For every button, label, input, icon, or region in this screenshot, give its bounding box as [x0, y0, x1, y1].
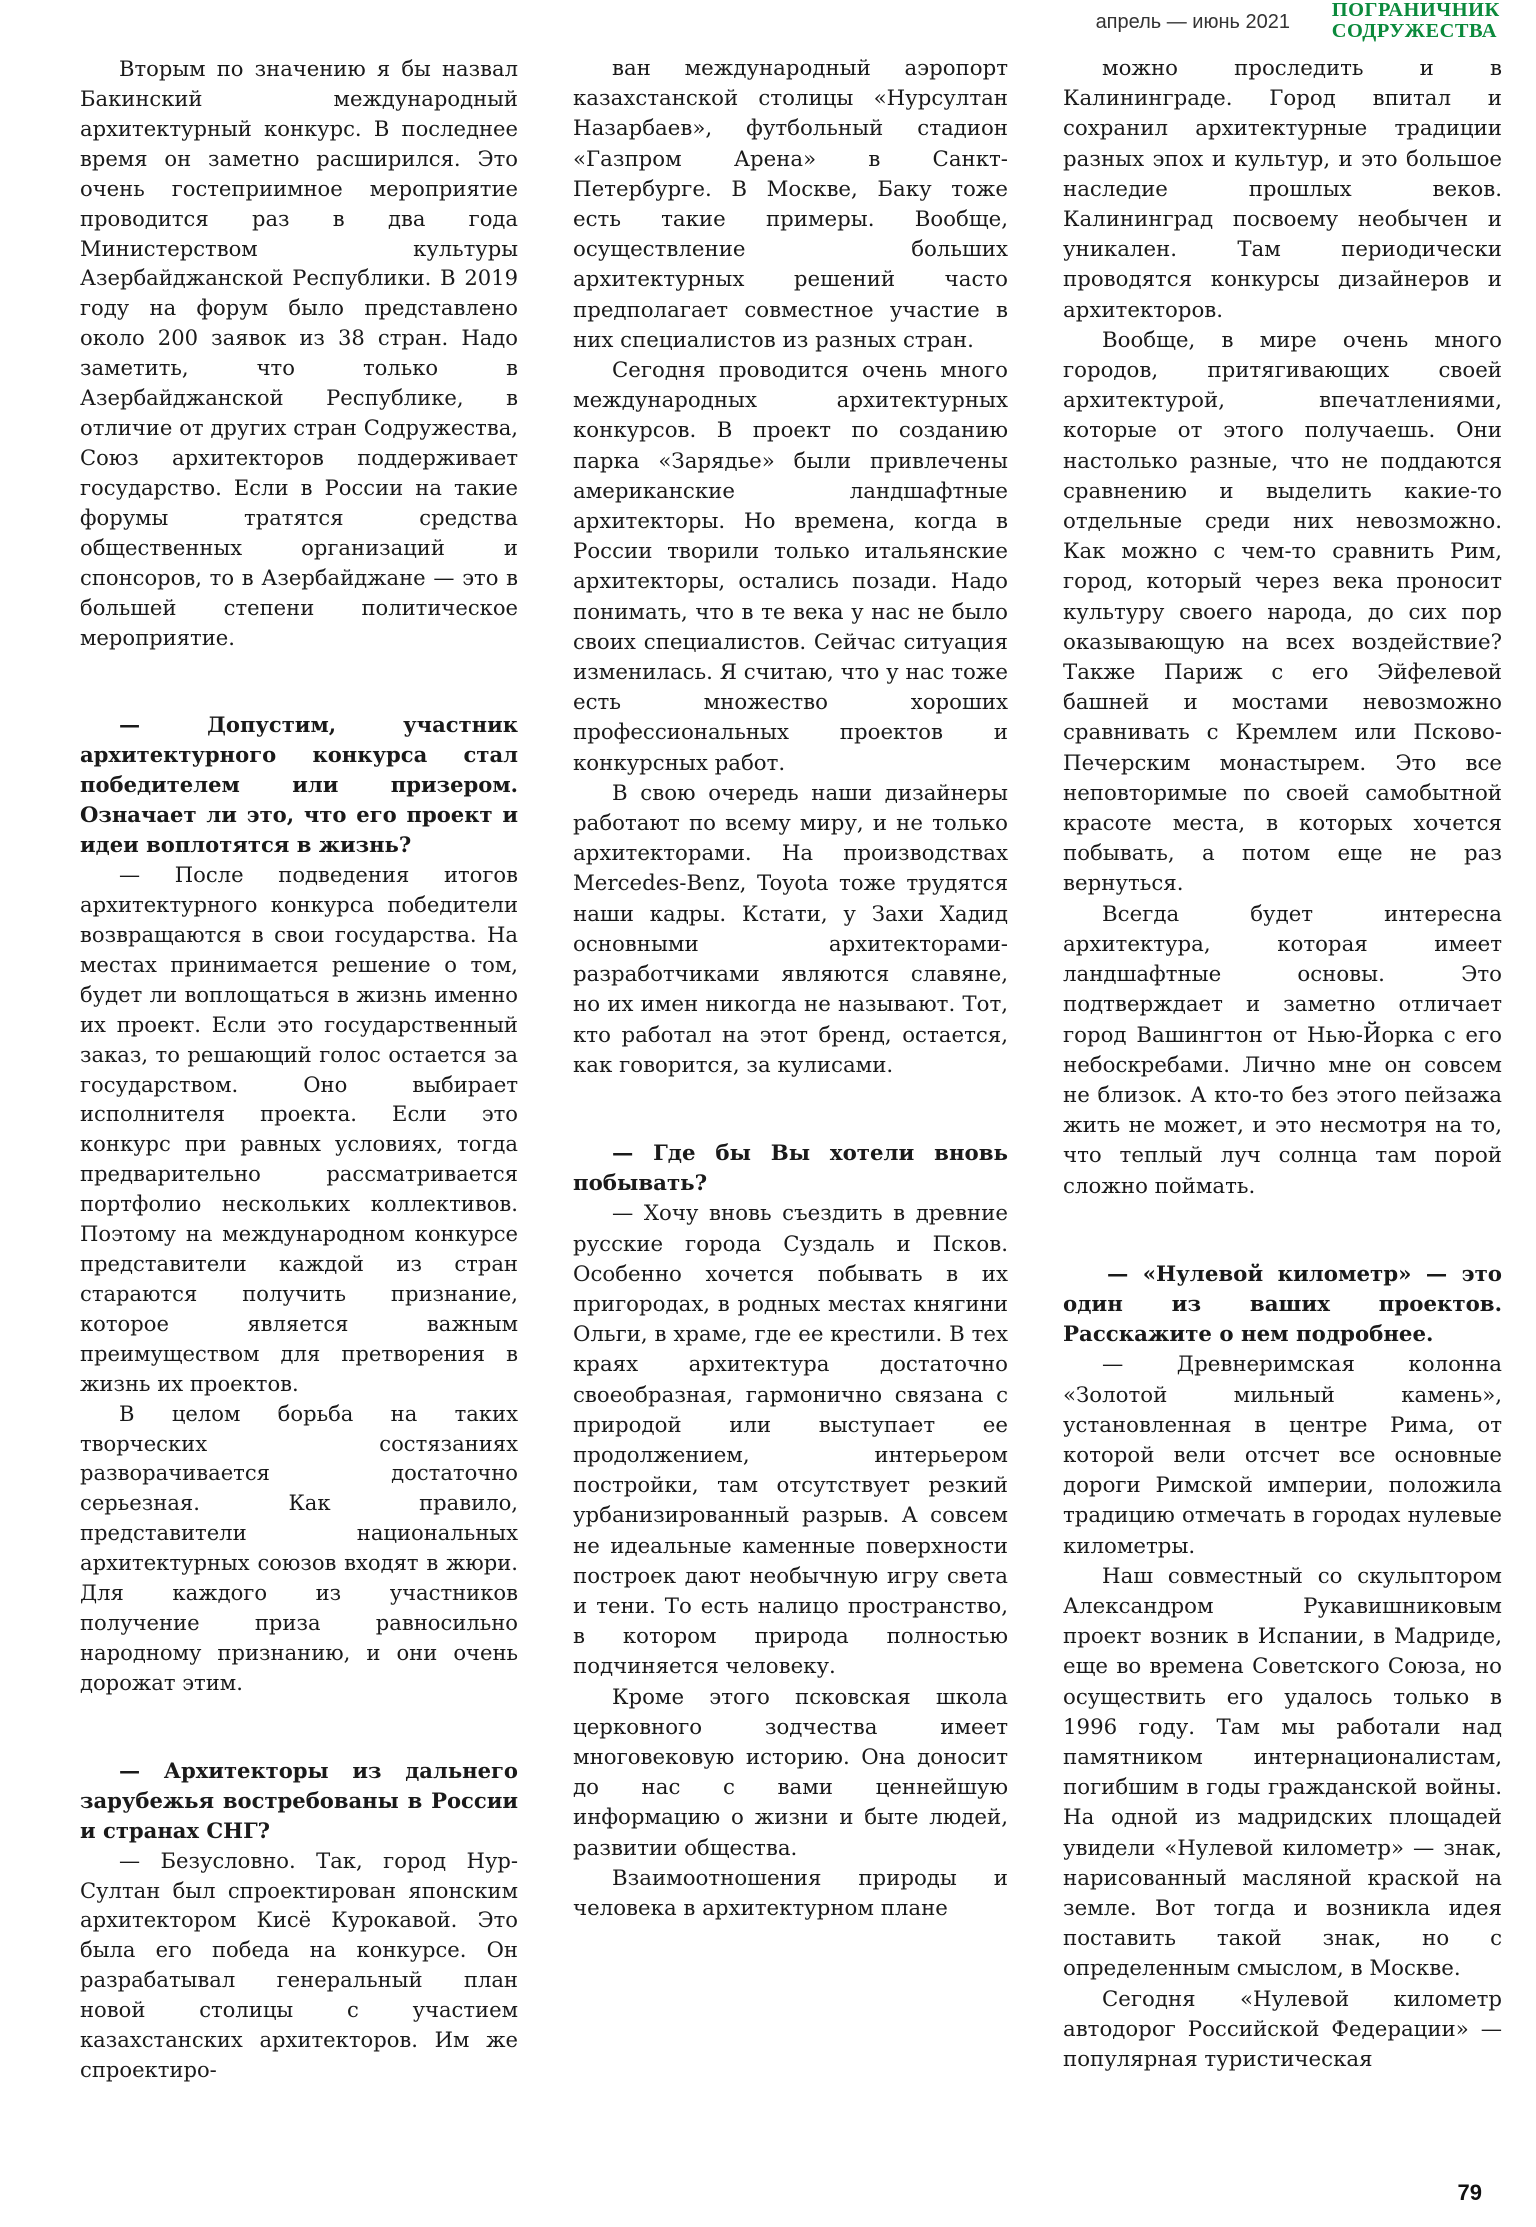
- page-number: 79: [1457, 2180, 1482, 2205]
- issue-date: апрель — июнь 2021: [1095, 11, 1290, 33]
- paragraph: — Древнеримская колонна «Золотой мильный камень», установленная в центре Рима, от которой вели отсчет все основные дороги Римской империи, положила традицию отмечать в городах нулевые километры.: [1063, 1352, 1502, 1559]
- paragraph: ван международный аэропорт казахстанской столицы «Нурсултан Назарбаев», футбольный стадион «Газпром Арена» в Санкт-Петербурге. В Москве, Баку тоже есть такие примеры. Вообще, осуществление больших архитектурных решений часто предполагает совместное участие в них специалистов из разных стран.: [573, 56, 1008, 353]
- interview-question: — Архитекторы из дальнего зарубежья востребованы в России и странах СНГ?: [80, 1757, 518, 1843]
- paragraph: Сегодня «Нулевой километр автодорог Российской Федерации» — популярная туристическая: [1063, 1986, 1502, 2072]
- magazine-title-line2: СОДРУЖЕСТВА: [1331, 20, 1498, 42]
- interview-question: — Где бы Вы хотели вновь побывать?: [573, 1140, 1008, 1197]
- interview-question: — «Нулевой километр» — это один из ваших проектов. Расскажите о нем подробнее.: [1063, 1261, 1502, 1348]
- column-1: [80, 54, 518, 2085]
- paragraph: — Безусловно. Так, город Нур-Султан был спроектирован японским архитектором Кисё Курокавой. Это была его победа на конкурсе. Он разрабатывал генеральный план новой столицы с участием казахстанских архитекторов. Им же спроектиро-: [80, 1847, 518, 2083]
- paragraph: Наш совместный со скульптором Александром Рукавишниковым проект возник в Испании, в Мадриде, еще во времена Советского Союза, но осуществить его удалось только в 1996 году. Там мы работали над памятником интернационалистам, погибшим в годы гражданской войны. На одной из мадридских площадей увидели «Нулевой километр» — знак, нарисованный масляной краской на земле. Вот тогда и возникла идея поставить такой знак, но с определенным смыслом, в Москве.: [1063, 1563, 1502, 1982]
- column-2: [573, 54, 1008, 1924]
- paragraph: В целом борьба на таких творческих состязаниях разворачивается достаточно серьезная. Как правило, представители национальных архитектурных союзов входят в жюри. Для каждого из участников получение приза равносильно народному признанию, и они очень дорожат этим.: [80, 1400, 518, 1695]
- article-body: [0, 54, 1536, 2124]
- magazine-title-line1: ПОГРАНИЧНИК: [1331, 0, 1500, 21]
- paragraph: Вообще, в мире очень много городов, притягивающих своей архитектурой, впечатлениями, которые от этого получаешь. Они настолько разные, что не поддаются сравнению и выделить какие-то отдельные среди них невозможно. Как можно с чем-то сравнить Рим, город, который через века проносит культуру своего народа, до сих пор оказывающую на всех воздействие? Также Париж с его Эйфелевой башней и мостами невозможно сравнивать с Кремлем или Псково-Печерским монастырем. Это все неповторимые по своей самобытной красоте места, в которых хочется побывать, а потом еще не раз вернуться.: [1063, 327, 1502, 897]
- paragraph: Вторым по значению я бы назвал Бакинский международный архитектурный конкурс. В последнее время он заметно расширился. Это очень гостеприимное мероприятие проводится раз в два года Министерством культуры Азербайджанской Республики. В 2019 году на форум было представлено около 200 заявок из 38 стран. Надо заметить, что только в Азербайджанской Республике, в отличие от других стран Содружества, Союз архитекторов поддерживает государство. Если в России на такие форумы тратятся средства общественных организаций и спонсоров, то в Азербайджане — это в большей степени политическое мероприятие.: [80, 56, 518, 650]
- paragraph: Всегда будет интересна архитектура, которая имеет ландшафтные основы. Это подтверждает и заметно отличает город Вашингтон от Нью-Йорка с его небоскребами. Лично мне он совсем не близок. А кто-то без этого пейзажа жить не может, и это несмотря на то, что теплый луч солнца там порой сложно поймать.: [1063, 901, 1502, 1199]
- page-header: [0, 0, 1536, 46]
- paragraph: — Хочу вновь съездить в древние русские города Суздаль и Псков. Особенно хочется побывать в их пригородах, в родных местах княгини Ольги, в храме, где ее крестили. В тех краях архитектура достаточно своеобразная, гармонично связана с природой или выступает ее продолжением, интерьером постройки, там отсутствует резкий урбанизированный разрыв. А совсем не идеальные каменные поверхности построек дают необычную игру света и тени. То есть налицо пространство, в котором природа полностью подчиняется человеку.: [573, 1201, 1008, 1680]
- paragraph: Взаимоотношения природы и человека в архитектурном плане: [573, 1865, 1008, 1921]
- paragraph: можно проследить и в Калининграде. Город впитал и сохранил архитектурные традиции разных эпох и культур, и это большое наследие прошлых веков. Калининград посвоему необычен и уникален. Там периодически проводятся конкурсы дизайнеров и архитекторов.: [1063, 56, 1502, 323]
- paragraph: Сегодня проводится очень много международных архитектурных конкурсов. В проект по созданию парка «Зарядье» были привлечены американские ландшафтные архитекторы. Но времена, когда в России творили только итальянские архитекторы, остались позади. Надо понимать, что в те века у нас не было своих специалистов. Сейчас ситуация изменилась. Я считаю, что у нас тоже есть множество хороших профессиональных проектов и конкурсных работ.: [573, 358, 1008, 776]
- interview-question: — Допустим, участник архитектурного конкурса стал победителем или призером. Означает ли это, что его проект и идеи воплотятся в жизнь?: [80, 712, 518, 858]
- magazine-logo: [1332, 0, 1500, 42]
- paragraph: В свою очередь наши дизайнеры работают по всему миру, и не только архитекторами. На производствах Mercedes-Benz, Toyota тоже трудятся наши кадры. Кстати, у Захи Хадид основными архитекторами-разработчиками являются славяне, но их имен никогда не называют. Тот, кто работал на этот бренд, остается, как говорится, за кулисами.: [573, 780, 1008, 1078]
- column-3: [1063, 54, 1502, 2075]
- paragraph: Кроме этого псковская школа церковного зодчества имеет многовековую историю. Она доносит до нас с вами ценнейшую информацию о жизни и быте людей, развитии общества.: [573, 1684, 1008, 1861]
- paragraph: — После подведения итогов архитектурного конкурса победители возвращаются в свои государства. На местах принимается решение о том, будет ли воплощаться в жизнь именно их проект. Если это государственный заказ, то решающий голос остается за государством. Оно выбирает исполнителя проекта. Если это конкурс при равных условиях, тогда предварительно рассматривается портфолио нескольких коллективов. Поэтому на международном конкурсе представители каждой из стран стараются получить признание, которое является важным преимуществом для претворения в жизнь их проектов.: [80, 862, 518, 1396]
